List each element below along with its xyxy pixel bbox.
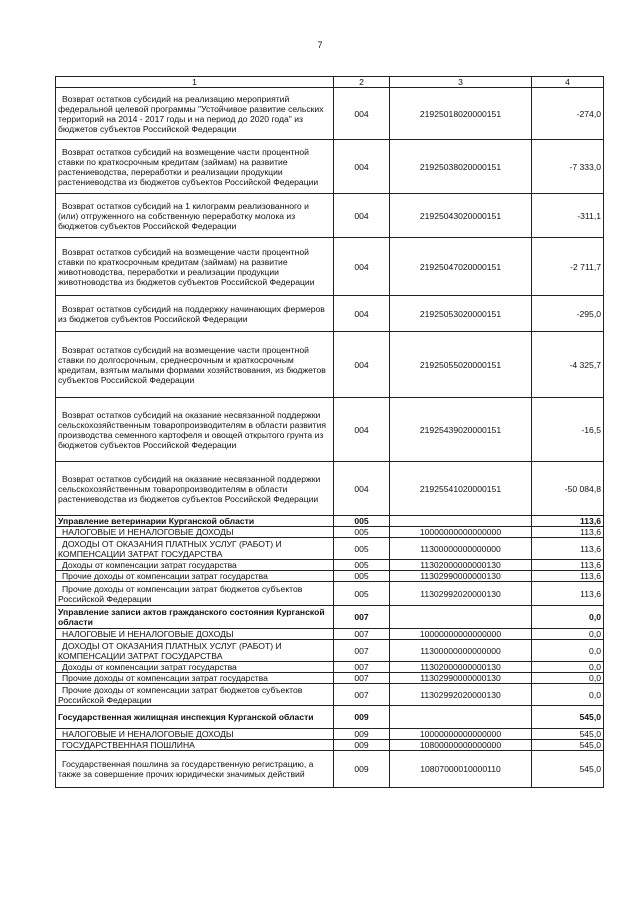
admin-code-cell: 007 — [334, 673, 390, 684]
header-cell-3: 3 — [390, 77, 532, 88]
name-cell: Прочие доходы от компенсации затрат бюджетов субъектов Российской Федерации — [56, 582, 334, 606]
admin-code-cell: 007 — [334, 606, 390, 629]
admin-code-cell: 005 — [334, 527, 390, 538]
amount-cell: 545,0 — [532, 740, 604, 751]
amount-cell: -7 333,0 — [532, 140, 604, 194]
amount-cell: 545,0 — [532, 706, 604, 729]
budget-code-cell: 11302000000000130 — [390, 662, 532, 673]
budget-code-cell: 11300000000000000 — [390, 640, 532, 662]
page-number: 7 — [317, 40, 323, 50]
admin-code-cell: 004 — [334, 296, 390, 332]
name-cell: Доходы от компенсации затрат государства — [56, 560, 334, 571]
name-cell: Возврат остатков субсидий на 1 килограмм реализованного и (или) отгруженного на собственную переработку молока из бюджетов субъектов Российской Федерации — [56, 194, 334, 238]
table-row — [56, 527, 604, 538]
amount-cell: -311,1 — [532, 194, 604, 238]
amount-cell: -2 711,7 — [532, 238, 604, 296]
amount-cell: 113,6 — [532, 516, 604, 527]
admin-code-cell: 005 — [334, 538, 390, 560]
admin-code-cell: 009 — [334, 740, 390, 751]
budget-code-cell: 11302990000000130 — [390, 571, 532, 582]
table-row — [56, 684, 604, 706]
name-cell: Управление ветеринарии Курганской области — [56, 516, 334, 527]
name-cell: Управление записи актов гражданского состояния Курганской области — [56, 606, 334, 629]
name-cell: Государственная жилищная инспекция Курганской области — [56, 706, 334, 729]
table-row — [56, 398, 604, 462]
admin-code-cell: 007 — [334, 662, 390, 673]
table-body — [56, 77, 604, 788]
amount-cell: 0,0 — [532, 640, 604, 662]
budget-code-cell: 21925047020000151 — [390, 238, 532, 296]
amount-cell: -274,0 — [532, 88, 604, 140]
table-row — [56, 560, 604, 571]
admin-code-cell: 004 — [334, 332, 390, 398]
admin-code-cell: 004 — [334, 238, 390, 296]
budget-code-cell: 11302000000000130 — [390, 560, 532, 571]
admin-code-cell: 007 — [334, 629, 390, 640]
name-cell: Прочие доходы от компенсации затрат бюджетов субъектов Российской Федерации — [56, 684, 334, 706]
table-row — [56, 238, 604, 296]
budget-code-cell: 10807000010000110 — [390, 751, 532, 788]
amount-cell: 0,0 — [532, 673, 604, 684]
budget-code-cell — [390, 706, 532, 729]
table-row — [56, 640, 604, 662]
name-cell: Возврат остатков субсидий на реализацию мероприятий федеральной целевой программы "Устойчивое развитие сельских территорий на 2014 - 2017 годы и на период до 2020 года" из бюджетов субъектов Российской Федерации — [56, 88, 334, 140]
name-cell: Возврат остатков субсидий на возмещение части процентной ставки по краткосрочным кредитам (займам) на развитие растениеводства, переработки и реализации продукции растениеводства из бюджетов субъектов Российской Федерации — [56, 140, 334, 194]
name-cell: Государственная пошлина за государственную регистрацию, а также за совершение прочих юридически значимых действий — [56, 751, 334, 788]
name-cell: Прочие доходы от компенсации затрат государства — [56, 571, 334, 582]
name-cell: Возврат остатков субсидий на оказание несвязанной поддержки сельскохозяйственным товаропроизводителям в области растениеводства из бюджетов субъектов Российской Федерации — [56, 462, 334, 516]
name-cell: НАЛОГОВЫЕ И НЕНАЛОГОВЫЕ ДОХОДЫ — [56, 729, 334, 740]
table-row — [56, 296, 604, 332]
budget-code-cell: 10800000000000000 — [390, 740, 532, 751]
budget-code-cell: 21925055020000151 — [390, 332, 532, 398]
name-cell: Прочие доходы от компенсации затрат государства — [56, 673, 334, 684]
section-row — [56, 516, 604, 527]
budget-code-cell: 10000000000000000 — [390, 629, 532, 640]
amount-cell: -16,5 — [532, 398, 604, 462]
table-row — [56, 194, 604, 238]
budget-code-cell: 21925439020000151 — [390, 398, 532, 462]
budget-code-cell: 21925018020000151 — [390, 88, 532, 140]
admin-code-cell: 004 — [334, 194, 390, 238]
admin-code-cell: 009 — [334, 729, 390, 740]
table-row — [56, 662, 604, 673]
budget-code-cell: 11300000000000000 — [390, 538, 532, 560]
name-cell: Возврат остатков субсидий на возмещение части процентной ставки по долгосрочным, среднесрочным и краткосрочным кредитам, взятым малыми формами хозяйствования, из бюджетов субъектов Российской Федерации — [56, 332, 334, 398]
name-cell: Доходы от компенсации затрат государства — [56, 662, 334, 673]
admin-code-cell: 007 — [334, 684, 390, 706]
amount-cell: -4 325,7 — [532, 332, 604, 398]
amount-cell: 0,0 — [532, 606, 604, 629]
table-row — [56, 140, 604, 194]
amount-cell: -295,0 — [532, 296, 604, 332]
budget-code-cell: 21925541020000151 — [390, 462, 532, 516]
table-row — [56, 582, 604, 606]
budget-code-cell: 10000000000000000 — [390, 527, 532, 538]
amount-cell: 0,0 — [532, 662, 604, 673]
budget-code-cell — [390, 606, 532, 629]
section-row — [56, 706, 604, 729]
name-cell: НАЛОГОВЫЕ И НЕНАЛОГОВЫЕ ДОХОДЫ — [56, 629, 334, 640]
header-cell-2: 2 — [334, 77, 390, 88]
amount-cell: 0,0 — [532, 684, 604, 706]
table-row — [56, 673, 604, 684]
budget-code-cell: 21925043020000151 — [390, 194, 532, 238]
table-row — [56, 332, 604, 398]
budget-code-cell: 10000000000000000 — [390, 729, 532, 740]
amount-cell: 113,6 — [532, 582, 604, 606]
admin-code-cell: 005 — [334, 582, 390, 606]
admin-code-cell: 005 — [334, 516, 390, 527]
budget-code-cell: 21925038020000151 — [390, 140, 532, 194]
table-row — [56, 88, 604, 140]
revenue-table — [55, 76, 604, 788]
table-row — [56, 751, 604, 788]
amount-cell: -50 084,8 — [532, 462, 604, 516]
budget-code-cell: 11302990000000130 — [390, 673, 532, 684]
section-row — [56, 606, 604, 629]
header-cell-4: 4 — [532, 77, 604, 88]
table-header-row — [56, 77, 604, 88]
admin-code-cell: 009 — [334, 706, 390, 729]
name-cell: Возврат остатков субсидий на поддержку начинающих фермеров из бюджетов субъектов Российской Федерации — [56, 296, 334, 332]
amount-cell: 545,0 — [532, 751, 604, 788]
amount-cell: 113,6 — [532, 571, 604, 582]
name-cell: Возврат остатков субсидий на возмещение части процентной ставки по краткосрочным кредитам (займам) на развитие животноводства, переработки и реализации продукции животноводства из бюджетов субъектов Российской Федерации — [56, 238, 334, 296]
admin-code-cell: 005 — [334, 571, 390, 582]
name-cell: Возврат остатков субсидий на оказание несвязанной поддержки сельскохозяйственным товаропроизводителям в области развития производства семенного картофеля и овощей открытого грунта из бюджетов субъектов Российской Федерации — [56, 398, 334, 462]
table-row — [56, 462, 604, 516]
amount-cell: 113,6 — [532, 527, 604, 538]
table-row — [56, 740, 604, 751]
budget-code-cell: 21925053020000151 — [390, 296, 532, 332]
budget-code-cell — [390, 516, 532, 527]
amount-cell: 113,6 — [532, 538, 604, 560]
admin-code-cell: 004 — [334, 140, 390, 194]
name-cell: ГОСУДАРСТВЕННАЯ ПОШЛИНА — [56, 740, 334, 751]
admin-code-cell: 005 — [334, 560, 390, 571]
table-row — [56, 629, 604, 640]
amount-cell: 113,6 — [532, 560, 604, 571]
table-row — [56, 571, 604, 582]
admin-code-cell: 004 — [334, 462, 390, 516]
amount-cell: 0,0 — [532, 629, 604, 640]
table-row — [56, 729, 604, 740]
admin-code-cell: 007 — [334, 640, 390, 662]
admin-code-cell: 004 — [334, 88, 390, 140]
budget-code-cell: 11302992020000130 — [390, 684, 532, 706]
table-row — [56, 538, 604, 560]
header-cell-1: 1 — [56, 77, 334, 88]
name-cell: НАЛОГОВЫЕ И НЕНАЛОГОВЫЕ ДОХОДЫ — [56, 527, 334, 538]
name-cell: ДОХОДЫ ОТ ОКАЗАНИЯ ПЛАТНЫХ УСЛУГ (РАБОТ) И КОМПЕНСАЦИИ ЗАТРАТ ГОСУДАРСТВА — [56, 538, 334, 560]
name-cell: ДОХОДЫ ОТ ОКАЗАНИЯ ПЛАТНЫХ УСЛУГ (РАБОТ) И КОМПЕНСАЦИИ ЗАТРАТ ГОСУДАРСТВА — [56, 640, 334, 662]
admin-code-cell: 004 — [334, 398, 390, 462]
admin-code-cell: 009 — [334, 751, 390, 788]
budget-code-cell: 11302992020000130 — [390, 582, 532, 606]
amount-cell: 545,0 — [532, 729, 604, 740]
